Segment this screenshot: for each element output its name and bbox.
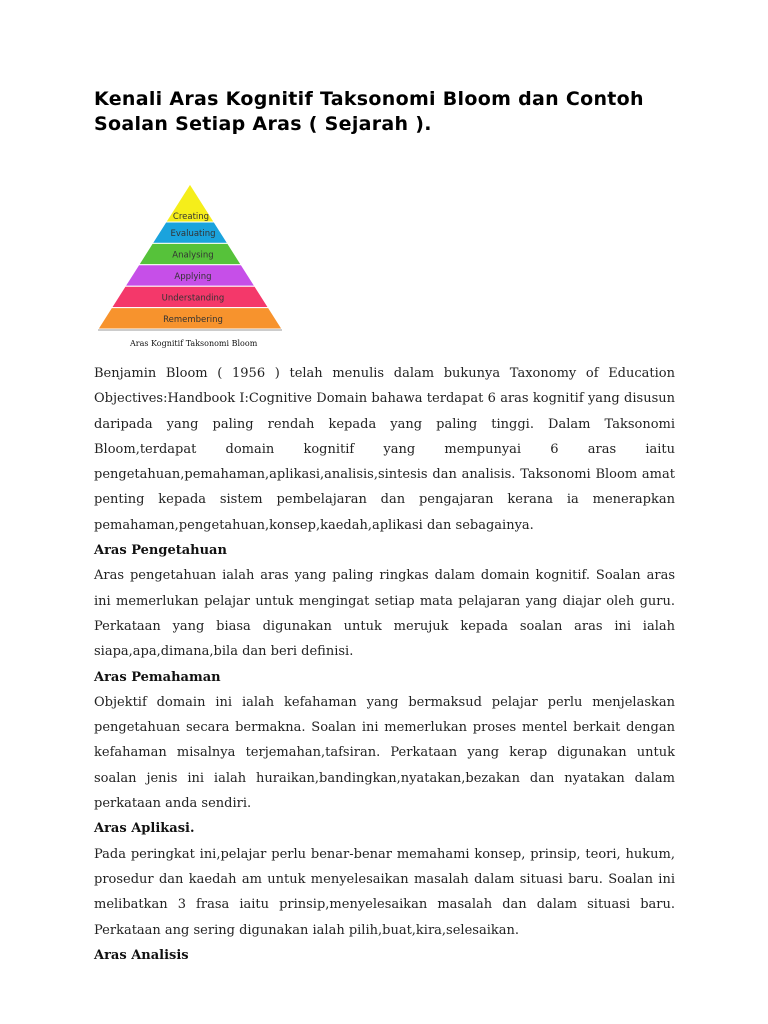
document-page: [94, 87, 675, 968]
figure-caption: Aras Kognitif Taksonomi Bloom: [130, 339, 258, 348]
section-heading-pemahaman: Aras Pemahaman: [94, 669, 221, 685]
pyramid-label-evaluating: Evaluating: [170, 229, 216, 240]
pyramid-label-understanding: Understanding: [161, 293, 225, 304]
pyramid-label-creating: Creating: [172, 212, 210, 222]
bloom-pyramid-figure: [94, 179, 294, 355]
pyramid-label-applying: Applying: [174, 272, 212, 282]
section-heading-pengetahuan: Aras Pengetahuan: [94, 543, 227, 559]
section-text-aplikasi: Pada peringkat ini,pelajar perlu benar-benar memahami konsep, prinsip, teori, hukum, prosedur dan kaedah am untuk menyelesaikan masalah dalam situasi baru. Soalan ini melibatkan 3 frasa iaitu prinsip,menyelesaikan masalah dan dalam situasi baru. Perkataan ang sering digunakan ialah pilih,buat,kira,selesaikan.: [94, 846, 675, 938]
bloom-pyramid-diagram: [94, 179, 294, 339]
section-text-pemahaman: Objektif domain ini ialah kefahaman yang bermaksud pelajar perlu menjelaskan pengetahuan secara bermakna. Soalan ini memerlukan proses mentel berkait dengan kefahaman misalnya terjemahan,tafsiran. Perkataan yang kerap digunakan untuk soalan jenis ini ialah huraikan,bandingkan,nyatakan,bezakan dan nyatakan dalam perkataan anda sendiri.: [94, 694, 675, 812]
section-text-pengetahuan: Aras pengetahuan ialah aras yang paling ringkas dalam domain kognitif. Soalan aras ini memerlukan pelajar untuk mengingat setiap mata pelajaran yang diajar oleh guru. Perkataan yang biasa digunakan untuk merujuk kepada soalan aras ini ialah siapa,apa,dimana,bila dan beri definisi.: [94, 568, 675, 660]
pyramid-label-remembering: Remembering: [163, 314, 223, 325]
pyramid-label-analysing: Analysing: [172, 250, 214, 261]
section-heading-analisis: Aras Analisis: [94, 947, 189, 963]
document-title: Kenali Aras Kognitif Taksonomi Bloom dan Contoh Soalan Setiap Aras ( Sejarah ).: [94, 88, 644, 135]
section-heading-aplikasi: Aras Aplikasi.: [94, 821, 195, 837]
intro-paragraph: Benjamin Bloom ( 1956 ) telah menulis dalam bukunya Taxonomy of Education Objectives:Handbook I:Cognitive Domain bahawa terdapat 6 aras kognitif yang disusun daripada yang paling rendah kepada yang paling tinggi. Dalam Taksonomi Bloom,terdapat domain kognitif yang mempunyai 6 aras iaitu pengetahuan,pemahaman,aplikasi,analisis,sintesis dan analisis. Taksonomi Bloom amat penting kepada sistem pembelajaran dan pengajaran kerana ia menerapkan pemahaman,pengetahuan,konsep,kaedah,aplikasi dan sebagainya.: [94, 366, 675, 533]
